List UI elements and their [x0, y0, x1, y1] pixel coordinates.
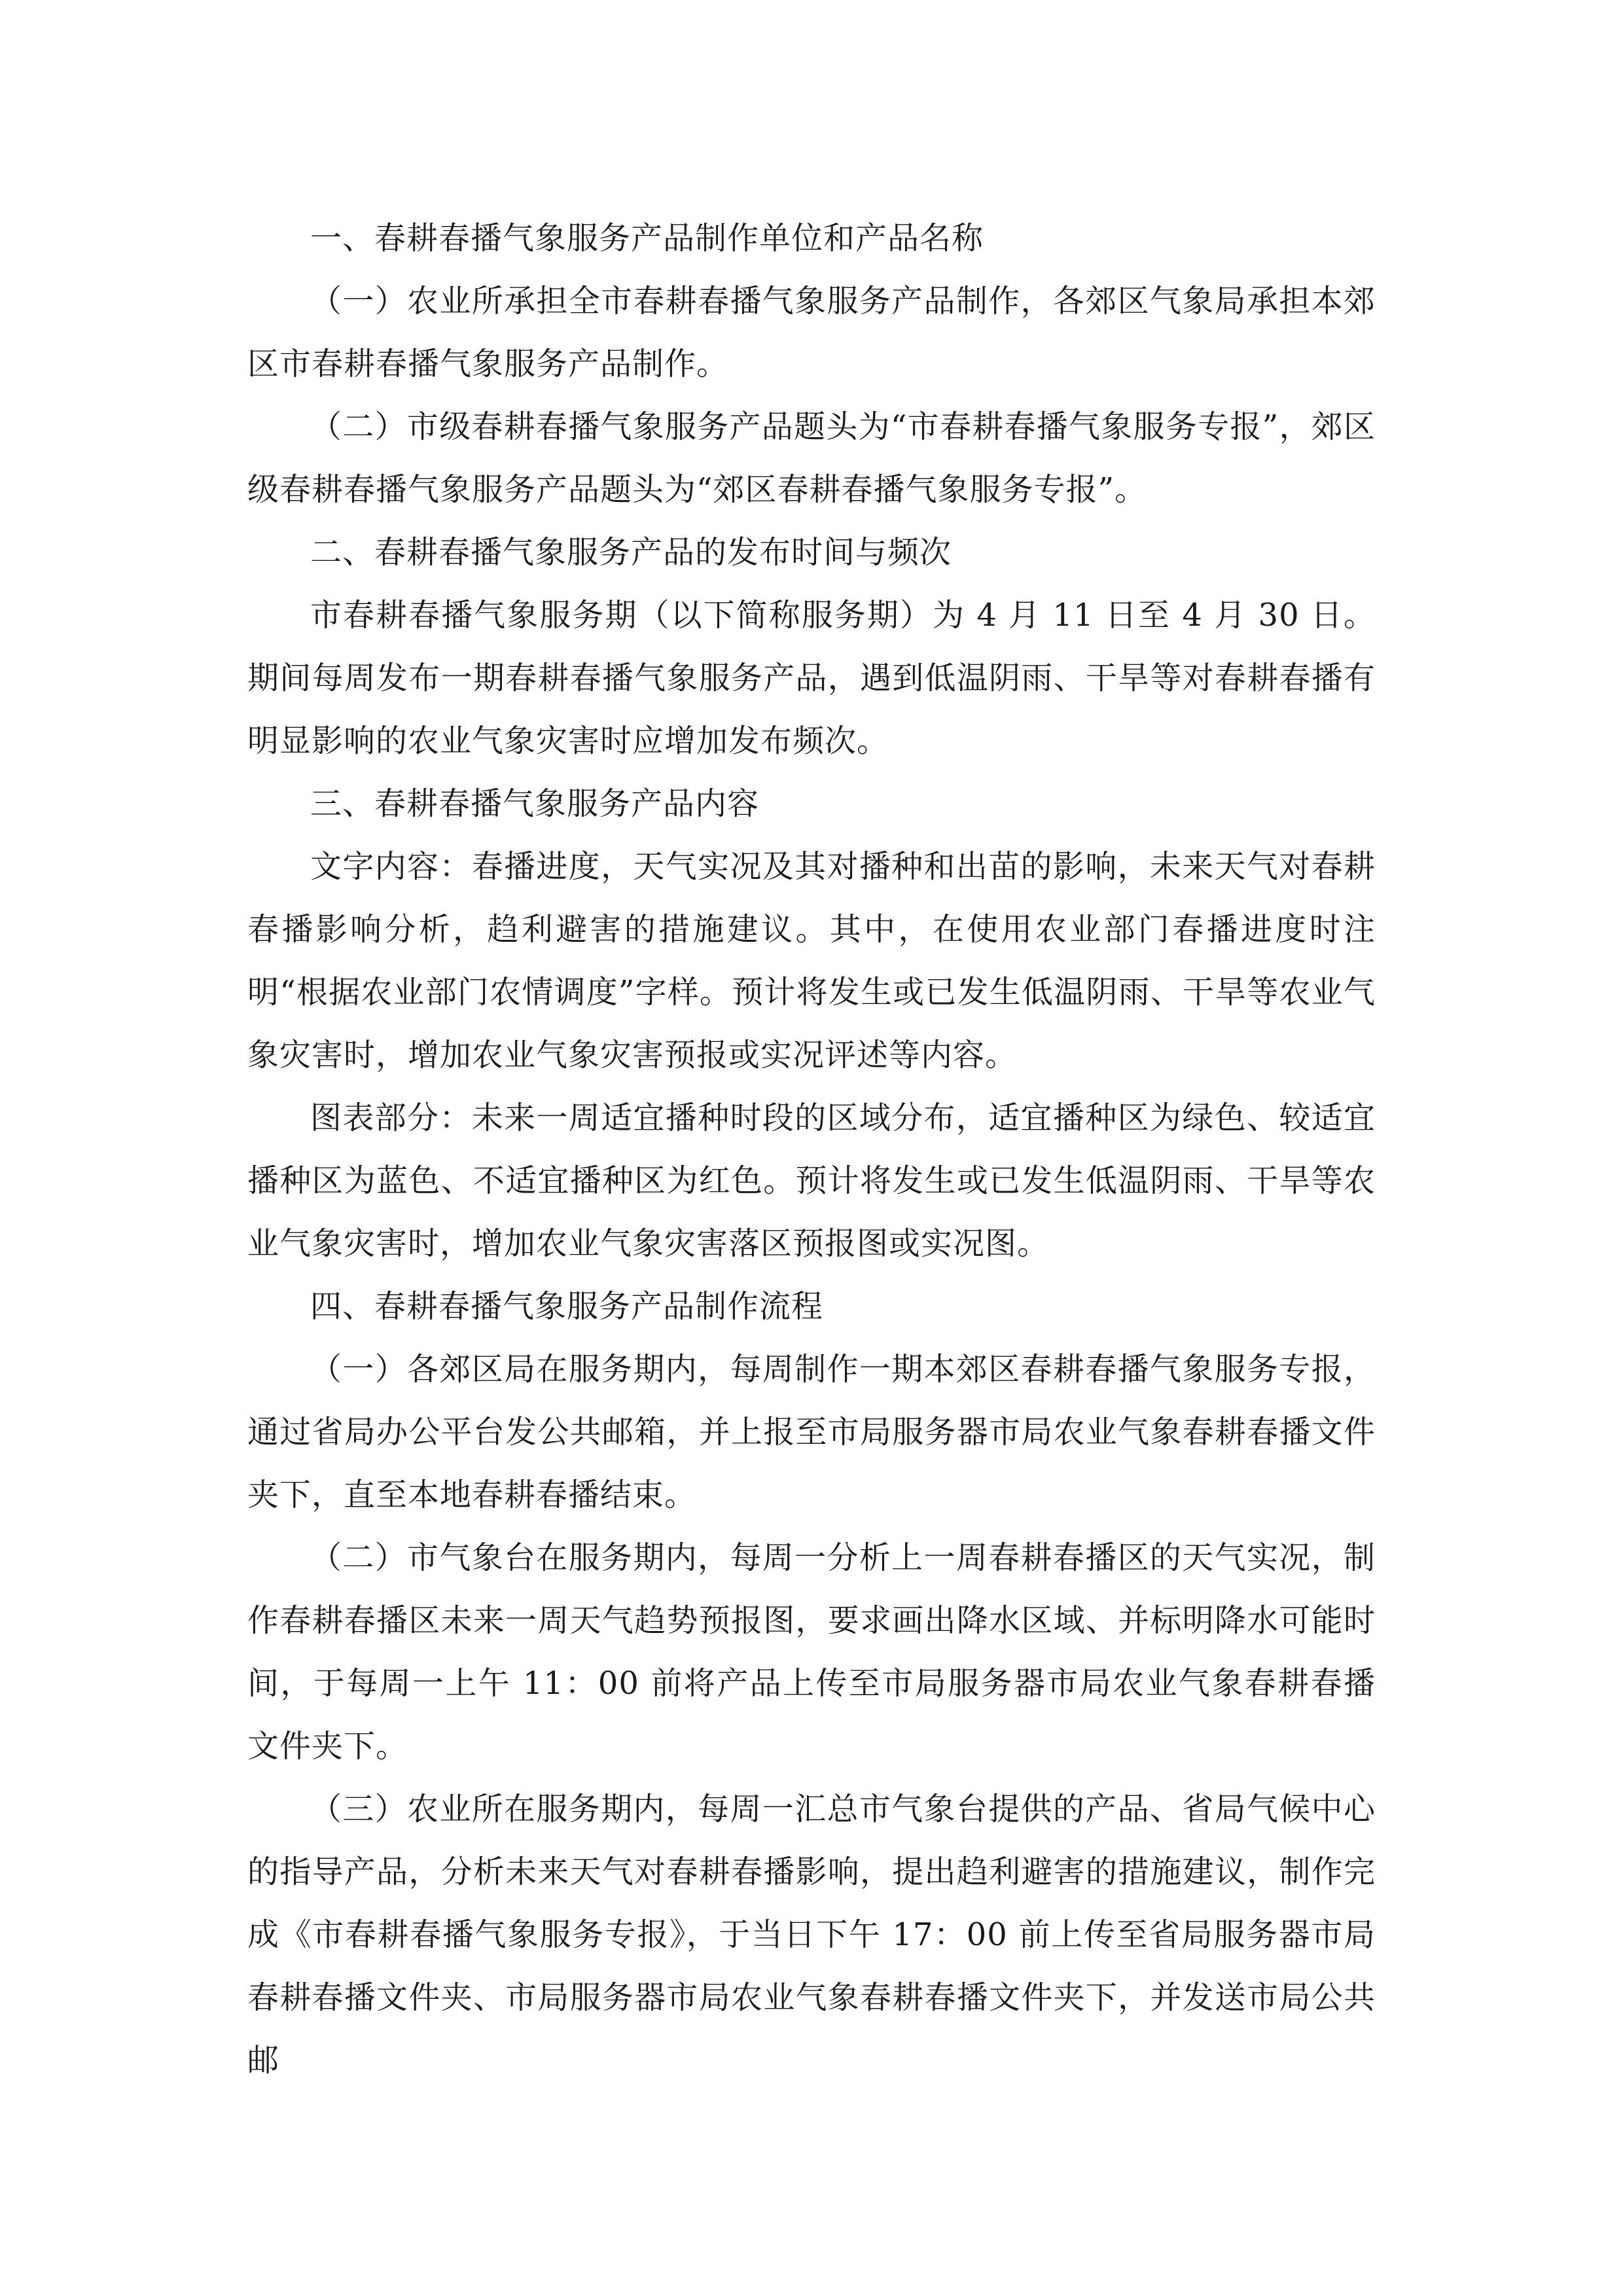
section-heading-2: 二、春耕春播气象服务产品的发布时间与频次	[310, 534, 952, 571]
paragraph-1-2: （二）市级春耕春播气象服务产品题头为“市春耕春播气象服务专报”，郊区级春耕春播气象服务产品题头为“郊区春耕春播气象服务专报”。	[247, 408, 1376, 508]
section-heading-1: 一、春耕春播气象服务产品制作单位和产品名称	[310, 220, 984, 257]
paragraph-4-1: （一）各郊区局在服务期内，每周制作一期本郊区春耕春播气象服务专报，通过省局办公平台发公共邮箱，并上报至市局服务器市局农业气象春耕春播文件夹下，直至本地春耕春播结束。	[247, 1351, 1376, 1513]
paragraph-3-charts: 图表部分：未来一周适宜播种时段的区域分布，适宜播种区为绿色、较适宜播种区为蓝色、不适宜播种区为红色。预计将发生或已发生低温阴雨、干旱等农业气象灾害时，增加农业气象灾害落区预报图或实况图。	[247, 1100, 1376, 1262]
paragraph-4-2: （二）市气象台在服务期内，每周一分析上一周春耕春播区的天气实况，制作春耕春播区未来一周天气趋势预报图，要求画出降水区域、并标明降水可能时间，于每周一上午 11：00 前将产品上传至市局服务器市局农业气象春耕春播文件夹下。	[247, 1539, 1376, 1765]
paragraph-2-1: 市春耕春播气象服务期（以下简称服务期）为 4 月 11 日至 4 月 30 日。期间每周发布一期春耕春播气象服务产品，遇到低温阴雨、干旱等对春耕春播有明显影响的农业气象灾害时应增加发布频次。	[247, 597, 1376, 759]
paragraph-4-3: （三）农业所在服务期内，每周一汇总市气象台提供的产品、省局气候中心的指导产品，分析未来天气对春耕春播影响，提出趋利避害的措施建议，制作完成《市春耕春播气象服务专报》，于当日下午 17：00 前上传至省局服务器市局春耕春播文件夹、市局服务器市局农业气象春耕春播文件夹下，并发送市局公共邮	[247, 1791, 1376, 2079]
section-heading-4: 四、春耕春播气象服务产品制作流程	[310, 1288, 824, 1325]
section-heading-3: 三、春耕春播气象服务产品内容	[310, 785, 760, 822]
paragraph-1-1: （一）农业所承担全市春耕春播气象服务产品制作，各郊区气象局承担本郊区市春耕春播气象服务产品制作。	[247, 283, 1376, 382]
paragraph-3-text-content: 文字内容：春播进度，天气实况及其对播种和出苗的影响，未来天气对春耕春播影响分析，趋利避害的措施建议。其中，在使用农业部门春播进度时注明“根据农业部门农情调度”字样。预计将发生或已发生低温阴雨、干旱等农业气象灾害时，增加农业气象灾害预报或实况评述等内容。	[247, 848, 1376, 1073]
document-body	[247, 207, 1376, 2092]
